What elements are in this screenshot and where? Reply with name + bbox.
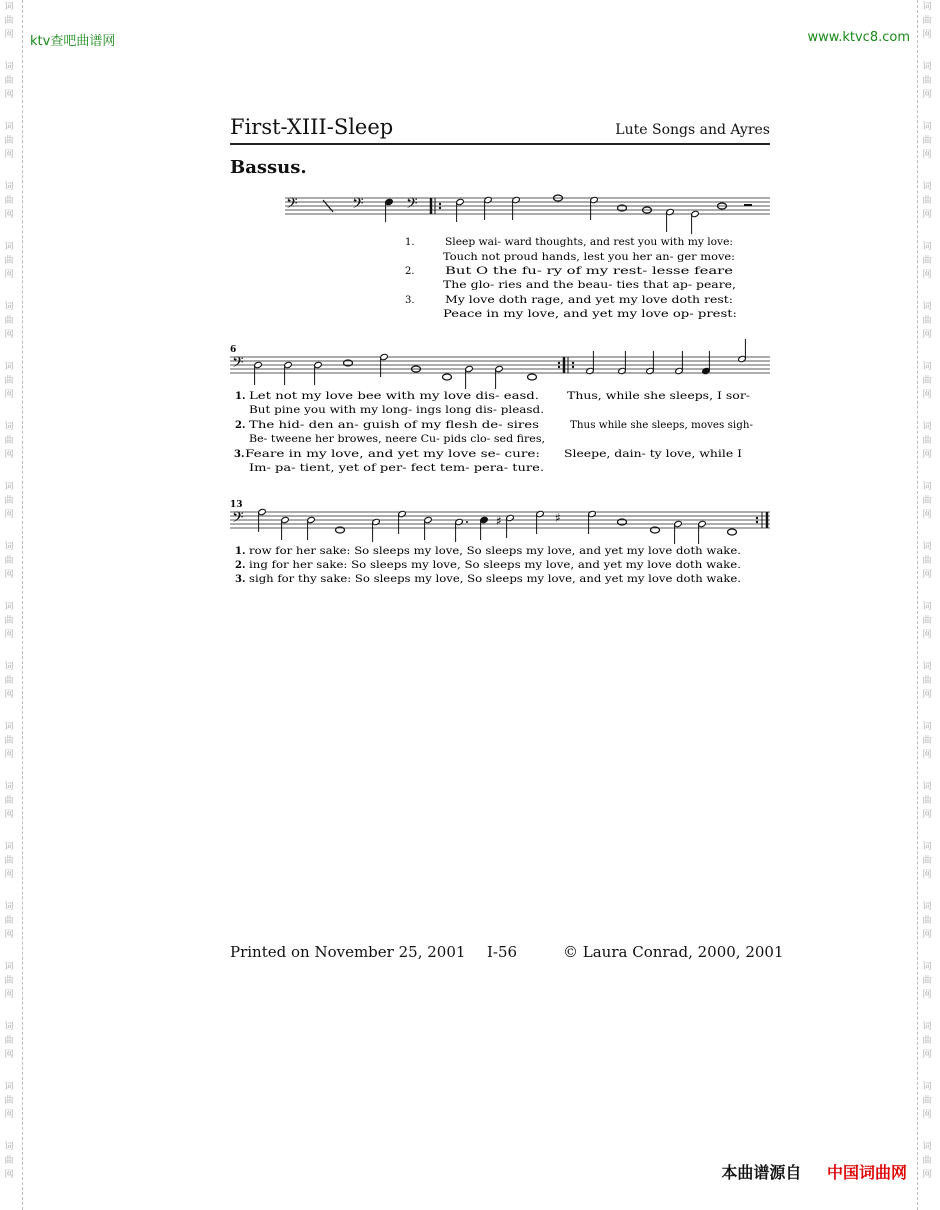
watermark-glyph: 词	[4, 782, 14, 792]
watermark-glyph: 网	[922, 690, 932, 700]
lyric-line: My love doth rage, and yet my love doth rest:	[445, 295, 733, 306]
watermark-glyph: 网	[922, 630, 932, 640]
dot	[466, 521, 468, 523]
watermark-glyph: 词	[922, 242, 932, 252]
lyric-line: Im- pa- tient, yet of per- fect tem- pera- ture.	[249, 463, 544, 474]
watermark-glyph: 曲	[922, 976, 932, 986]
watermark-glyph: 曲	[4, 976, 14, 986]
watermark-glyph: 词	[922, 722, 932, 732]
watermark-glyph: 词	[922, 362, 932, 372]
watermark-glyph: 曲	[922, 256, 932, 266]
watermark-glyph: 词	[922, 842, 932, 852]
watermark-glyph: 曲	[922, 556, 932, 566]
verse-number: 1.	[235, 391, 246, 402]
copyright-notice: © Laura Conrad, 2000, 2001	[563, 943, 784, 961]
repeat-dot	[558, 362, 560, 364]
lyric-line: The hid- den an- guish of my flesh de- sires	[249, 420, 539, 431]
whole-note	[728, 529, 737, 535]
watermark-glyph: 曲	[922, 736, 932, 746]
source-label: 本曲谱源自	[721, 1163, 802, 1182]
watermark-glyph: 网	[4, 990, 14, 1000]
repeat-dot	[439, 203, 441, 205]
watermark-glyph: 词	[4, 962, 14, 972]
watermark-glyph: 曲	[922, 136, 932, 146]
watermark-glyph: 曲	[4, 376, 14, 386]
verse-number: 3.	[235, 574, 246, 585]
watermark-glyph: 曲	[922, 16, 932, 26]
site-name-left[interactable]: ktv查吧曲谱网	[30, 34, 116, 49]
watermark-glyph: 词	[4, 122, 14, 132]
watermark-glyph: 词	[4, 302, 14, 312]
watermark-glyph: 网	[922, 90, 932, 100]
watermark-glyph: 曲	[4, 1156, 14, 1166]
watermark-glyph: 词	[922, 902, 932, 912]
watermark-glyph: 词	[4, 182, 14, 192]
whole-note	[528, 374, 537, 380]
watermark-glyph: 网	[4, 450, 14, 460]
watermark-glyph: 词	[4, 542, 14, 552]
watermark-glyph: 曲	[4, 616, 14, 626]
watermark-glyph: 词	[4, 842, 14, 852]
watermark-glyph: 网	[4, 690, 14, 700]
watermark-glyph: 网	[922, 270, 932, 280]
watermark-glyph: 曲	[922, 616, 932, 626]
watermark-glyph: 网	[922, 990, 932, 1000]
watermark-glyph: 网	[922, 930, 932, 940]
watermark-glyph: 曲	[4, 796, 14, 806]
repeat-dot	[572, 362, 574, 364]
watermark-glyph: 词	[922, 62, 932, 72]
lyric-line: Peace in my love, and yet my love op- prest:	[443, 309, 737, 320]
verse-number: 1.	[405, 237, 415, 248]
watermark-glyph: 曲	[4, 676, 14, 686]
sharp-sign: ♯	[555, 511, 561, 525]
watermark-glyph: 网	[4, 750, 14, 760]
lyric-line: Feare in my love, and yet my love se- cure:	[245, 449, 540, 460]
watermark-glyph: 网	[922, 390, 932, 400]
watermark-glyph: 词	[4, 482, 14, 492]
watermark-glyph: 网	[922, 1050, 932, 1060]
watermark-glyph: 词	[922, 482, 932, 492]
repeat-dot	[558, 366, 560, 368]
print-date: Printed on November 25, 2001	[230, 943, 466, 961]
watermark-glyph: 曲	[4, 496, 14, 506]
watermark-glyph: 曲	[4, 316, 14, 326]
lyric-line: Thus while she sleeps, moves sigh-	[570, 420, 753, 431]
watermark-glyph: 网	[4, 1170, 14, 1180]
verse-number: 2.	[235, 560, 246, 571]
site-url-right[interactable]: www.ktvc8.com	[807, 30, 910, 45]
watermark-glyph: 曲	[4, 556, 14, 566]
watermark-glyph: 曲	[4, 16, 14, 26]
watermark-glyph: 词	[922, 602, 932, 612]
watermark-glyph: 网	[922, 870, 932, 880]
watermark-glyph: 词	[4, 602, 14, 612]
verse-number: 3.	[234, 449, 245, 460]
watermark-glyph: 网	[922, 1170, 932, 1180]
watermark-glyph: 网	[922, 30, 932, 40]
watermark-glyph: 网	[4, 330, 14, 340]
watermark-glyph: 网	[4, 1110, 14, 1120]
watermark-glyph: 曲	[4, 76, 14, 86]
watermark-glyph: 词	[4, 902, 14, 912]
watermark-glyph: 曲	[922, 316, 932, 326]
lyric-line: Thus, while she sleeps, I sor-	[567, 391, 750, 402]
bass-clef: 𝄢	[352, 195, 364, 216]
watermark-glyph: 网	[922, 750, 932, 760]
lyric-line: Sleepe, dain- ty love, while I	[564, 449, 743, 460]
watermark-glyph: 网	[4, 90, 14, 100]
watermark-glyph: 词	[4, 422, 14, 432]
voice-part: Bassus.	[230, 157, 307, 178]
watermark-glyph: 曲	[922, 916, 932, 926]
watermark-glyph: 网	[922, 150, 932, 160]
measure-number: 13	[230, 500, 243, 510]
watermark-glyph: 词	[922, 1022, 932, 1032]
watermark-glyph: 曲	[4, 436, 14, 446]
watermark-glyph: 词	[922, 782, 932, 792]
lyric-line: ing for her sake: So sleeps my love, So sleeps my love, and yet my love doth wake.	[249, 560, 741, 571]
watermark-glyph: 词	[922, 302, 932, 312]
watermark-glyph: 词	[4, 1022, 14, 1032]
repeat-dot	[439, 207, 441, 209]
watermark-glyph: 曲	[922, 676, 932, 686]
measure-number: 6	[230, 345, 237, 355]
watermark-glyph: 曲	[922, 436, 932, 446]
lyric-line: The glo- ries and the beau- ties that ap- peare,	[443, 280, 736, 291]
watermark-glyph: 曲	[4, 1036, 14, 1046]
page-number: I-56	[487, 943, 518, 961]
watermark-glyph: 网	[922, 1110, 932, 1120]
bass-clef: 𝄢	[286, 195, 298, 216]
watermark-glyph: 词	[4, 62, 14, 72]
watermark-glyph: 曲	[922, 496, 932, 506]
watermark-glyph: 曲	[4, 136, 14, 146]
lyric-line: But pine you with my long- ings long dis- pleasd.	[249, 405, 544, 416]
watermark-glyph: 网	[4, 1050, 14, 1060]
watermark-glyph: 曲	[922, 856, 932, 866]
lyric-line: Touch not proud hands, lest you her an- ger move:	[443, 252, 735, 263]
lyric-line: Let not my love bee with my love dis- easd.	[249, 391, 539, 402]
lyric-line: Be- tweene her browes, neere Cu- pids clo- sed fires,	[249, 434, 545, 445]
sharp-sign: ♯	[496, 514, 502, 528]
lyric-line: But O the fu- ry of my rest- lesse feare	[445, 266, 734, 277]
verse-number: 2.	[235, 420, 246, 431]
watermark-glyph: 曲	[4, 736, 14, 746]
watermark-glyph: 曲	[4, 856, 14, 866]
bass-clef: 𝄢	[232, 354, 244, 375]
watermark-glyph: 词	[922, 2, 932, 12]
watermark-glyph: 曲	[922, 196, 932, 206]
source-brand[interactable]: 中国词曲网	[826, 1163, 907, 1182]
watermark-glyph: 词	[4, 362, 14, 372]
watermark-glyph: 网	[4, 930, 14, 940]
watermark-glyph: 网	[4, 510, 14, 520]
watermark-glyph: 网	[4, 570, 14, 580]
watermark-glyph: 词	[922, 542, 932, 552]
watermark-glyph: 词	[922, 122, 932, 132]
watermark-glyph: 词	[922, 662, 932, 672]
watermark-glyph: 词	[4, 1142, 14, 1152]
repeat-dot	[572, 366, 574, 368]
watermark-glyph: 词	[4, 722, 14, 732]
watermark-glyph: 曲	[922, 796, 932, 806]
lyric-line: row for her sake: So sleeps my love, So sleeps my love, and yet my love doth wake.	[249, 546, 741, 557]
whole-rest	[744, 204, 752, 206]
watermark-glyph: 网	[922, 570, 932, 580]
whole-note	[443, 374, 452, 380]
bass-clef: 𝄢	[406, 195, 418, 216]
watermark-glyph: 网	[922, 210, 932, 220]
watermark-glyph: 网	[4, 270, 14, 280]
watermark-glyph: 词	[4, 2, 14, 12]
watermark-glyph: 网	[922, 510, 932, 520]
lyric-line: sigh for thy sake: So sleeps my love, So sleeps my love, and yet my love doth wake.	[249, 574, 741, 585]
watermark-glyph: 曲	[922, 76, 932, 86]
watermark-glyph: 网	[4, 210, 14, 220]
source-credit	[721, 1160, 907, 1183]
watermark-glyph: 曲	[4, 256, 14, 266]
verse-number: 3.	[405, 295, 415, 306]
watermark-glyph: 网	[4, 390, 14, 400]
watermark-glyph: 网	[922, 810, 932, 820]
repeat-dot	[756, 521, 758, 523]
repeat-dot	[756, 517, 758, 519]
watermark-glyph: 词	[922, 422, 932, 432]
watermark-glyph: 词	[922, 962, 932, 972]
watermark-glyph: 网	[922, 450, 932, 460]
watermark-glyph: 网	[4, 630, 14, 640]
watermark-glyph: 词	[922, 182, 932, 192]
watermark-glyph: 词	[922, 1142, 932, 1152]
watermark-glyph: 网	[4, 150, 14, 160]
watermark-glyph: 曲	[922, 1036, 932, 1046]
lyric-line: Sleep wai- ward thoughts, and rest you with my love:	[445, 237, 733, 248]
bass-clef: 𝄢	[232, 509, 244, 530]
watermark-glyph: 词	[4, 662, 14, 672]
watermark-glyph: 曲	[922, 376, 932, 386]
watermark-glyph: 网	[4, 30, 14, 40]
watermark-glyph: 曲	[922, 1156, 932, 1166]
verse-number: 1.	[235, 546, 246, 557]
watermark-glyph: 词	[922, 1082, 932, 1092]
watermark-glyph: 曲	[4, 1096, 14, 1106]
watermark-glyph: 曲	[4, 916, 14, 926]
watermark-glyph: 网	[922, 330, 932, 340]
page-title: First-XIII-Sleep	[230, 115, 394, 139]
watermark-glyph: 网	[4, 870, 14, 880]
watermark-glyph: 词	[4, 242, 14, 252]
watermark-glyph: 词	[4, 1082, 14, 1092]
watermark-glyph: 曲	[4, 196, 14, 206]
watermark-glyph: 曲	[922, 1096, 932, 1106]
collection-title: Lute Songs and Ayres	[615, 122, 770, 138]
watermark-glyph: 网	[4, 810, 14, 820]
verse-number: 2.	[405, 266, 415, 277]
